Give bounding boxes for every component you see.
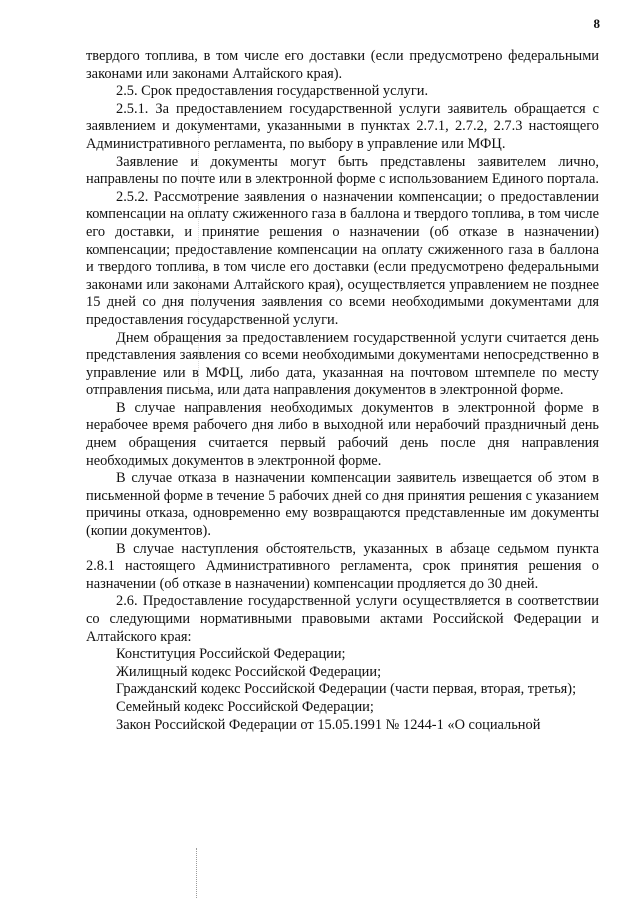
list-item: Жилищный кодекс Российской Федерации; [116, 663, 382, 680]
paragraph-refusal-notice: В случае отказа в назначении компенсации заявитель извещается об этом в письменной форме в течение 5 рабочих дней со дня принятия решения с указанием причины отказа, одновременно ему возвращаются представленные им документы (копии документов). [86, 470, 599, 540]
section-heading-2-5: 2.5. Срок предоставления государственной услуги. [116, 83, 429, 100]
list-item: Закон Российской Федерации от 15.05.1991 № 1244-1 «О социальной [116, 716, 541, 733]
scan-artifact-dots [196, 848, 197, 898]
paragraph-application-date: Днем обращения за предоставлением государственной услуги считается день представления заявления со всеми необходимыми документами непосредственно в управление или в МФЦ, либо дата, указанная на почтовом штемпеле по месту отправления письма, или дата направления документов в электронной форме. [86, 329, 599, 399]
paragraph-2-5-2: 2.5.2. Рассмотрение заявления о назначении компенсации; о предоставлении компенсации на оплату сжиженного газа в баллона и твердого топлива, в том числе его доставки, и принятие решения о назначении (об отказе в назначении) компенсации; предоставление компенсации на оплату сжиженного газа в баллона и твердого топлива, в том числе его доставки (если предусмотрено федеральными законами или законами Алтайского края), осуществляется управлением не позднее 15 дней со дня получения заявления со всеми необходимыми документами для предоставления государственной услуги. [86, 188, 599, 328]
document-body [86, 48, 599, 734]
section-heading-2-6: 2.6. Предоставление государственной услуги осуществляется в соответствии со следующими нормативными правовыми актами Российской Федерации и Алтайского края: [86, 593, 599, 645]
paragraph-electronic-submission: В случае направления необходимых документов в электронной форме в нерабочее время рабочего дня либо в выходной или нерабочий праздничный день днем обращения считается первый рабочий день после дня направления необходимых документов в электронной форме. [86, 399, 599, 469]
paragraph-submission-methods: Заявление и документы могут быть представлены заявителем лично, направлены по почте или в электронной форме с использованием Единого портала. [86, 153, 599, 188]
list-item: Семейный кодекс Российской Федерации; [116, 698, 374, 715]
list-item: Конституция Российской Федерации; [116, 646, 346, 663]
page-number: 8 [593, 16, 600, 31]
paragraph-deadline-extension: В случае наступления обстоятельств, указанных в абзаце седьмом пункта 2.8.1 настоящего Административного регламента, срок принятия решения о назначении (об отказе в назначении) компенсации продляется до 30 дней. [86, 540, 599, 592]
list-item: Гражданский кодекс Российской Федерации (части первая, вторая, третья); [116, 681, 577, 698]
paragraph-2-5-1: 2.5.1. За предоставлением государственной услуги заявитель обращается с заявлением и документами, указанными в пунктах 2.7.1, 2.7.2, 2.7.3 настоящего Административного регламента, по выбору в управление или МФЦ. [86, 100, 599, 152]
paragraph-continuation: твердого топлива, в том числе его доставки (если предусмотрено федеральными законами или законами Алтайского края). [86, 48, 599, 82]
